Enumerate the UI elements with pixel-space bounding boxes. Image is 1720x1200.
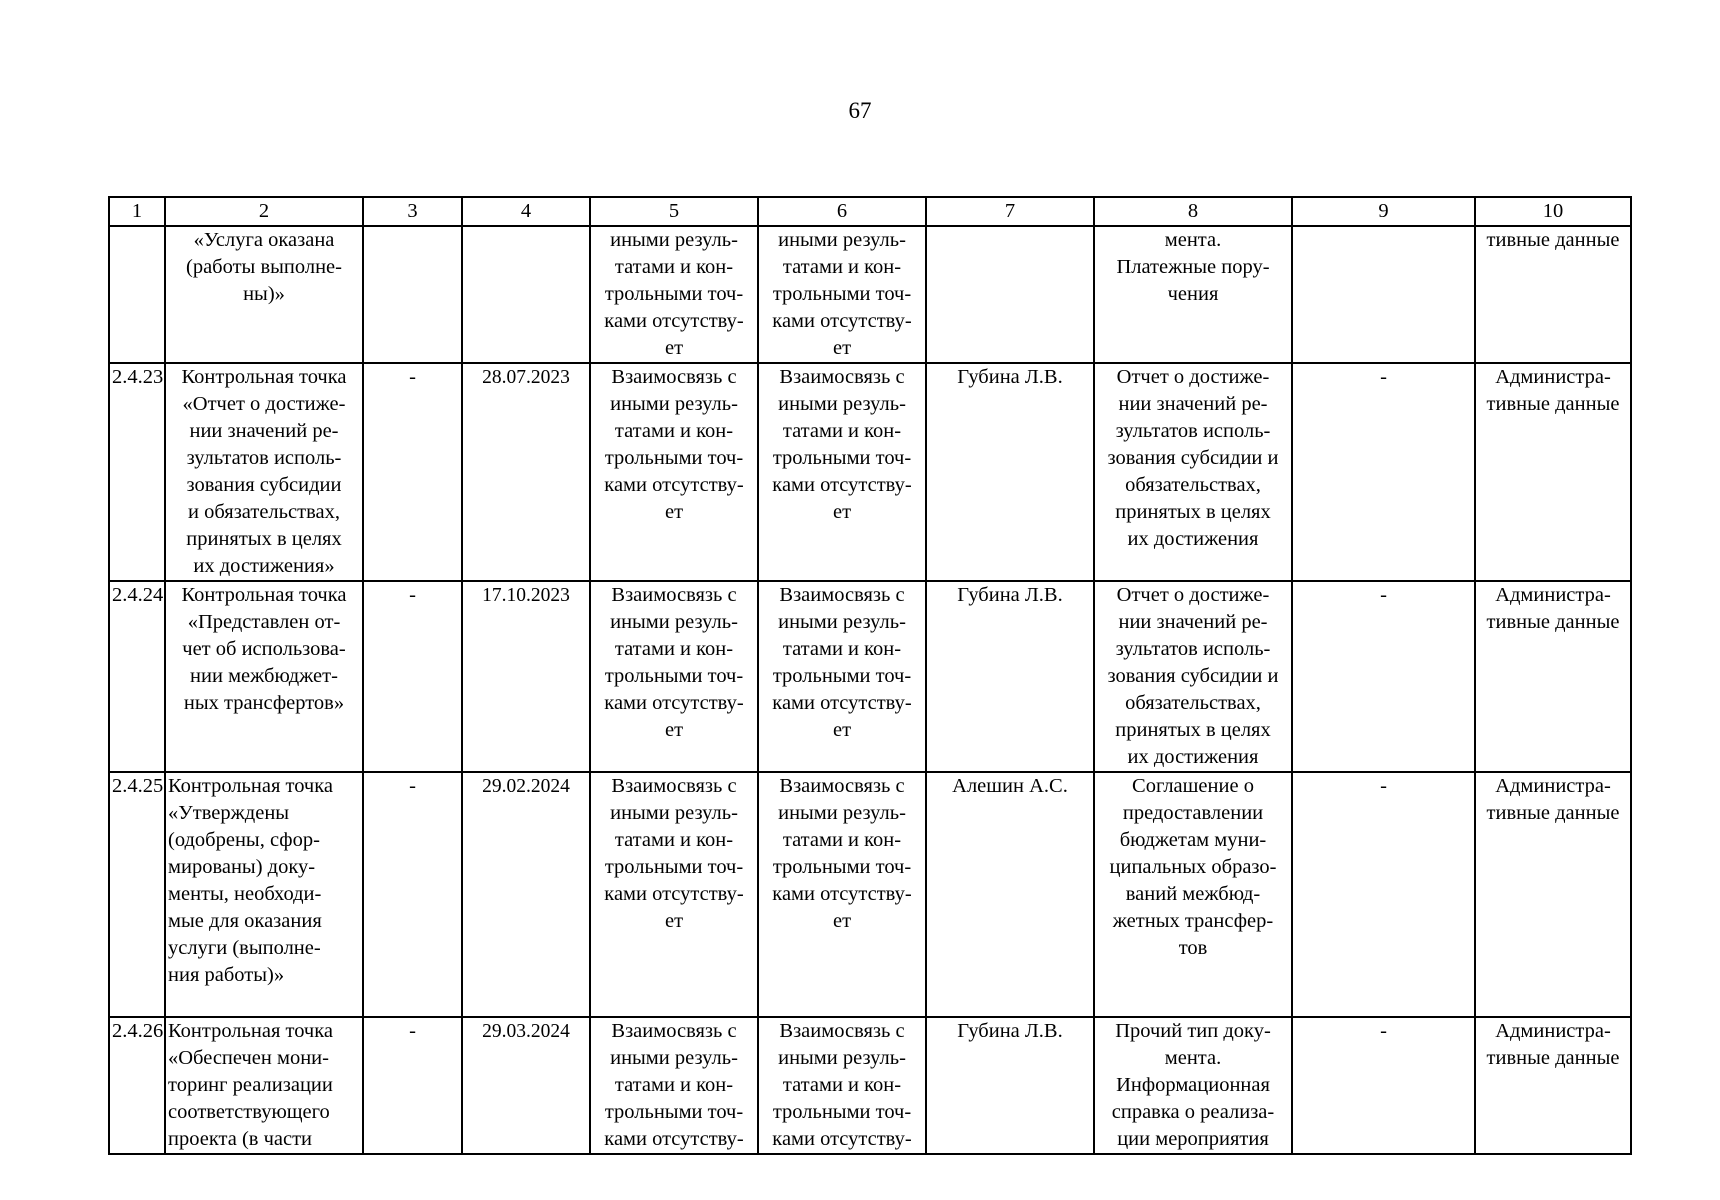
header-cell: 5 (590, 197, 758, 226)
header-cell: 1 (109, 197, 165, 226)
col6-value: Взаимосвязь с иными резуль- татами и кон- трольными точ- ками отсутству- ет (758, 363, 926, 581)
data-source: Администра- тивные данные (1475, 772, 1631, 1017)
col9-value: - (1292, 581, 1475, 772)
header-row (109, 197, 1631, 226)
page-number: 67 (848, 98, 872, 123)
col6-value: Взаимосвязь с иными резуль- татами и кон- трольными точ- ками отсутству- ет (758, 581, 926, 772)
document-type: Соглашение о предоставлении бюджетам муни- ципальных образо- ваний межбюд- жетных трансфер- тов (1094, 772, 1292, 1017)
col3-value: - (363, 772, 462, 1017)
document-type: Прочий тип доку- мента. Информационная справка о реализа- ции мероприятия (1094, 1017, 1292, 1154)
col9-value: - (1292, 1017, 1475, 1154)
col6-value: иными резуль- татами и кон- трольными точ- ками отсутству- ет (758, 226, 926, 363)
header-cell: 4 (462, 197, 590, 226)
col5-value: Взаимосвязь с иными резуль- татами и кон- трольными точ- ками отсутству- (590, 1017, 758, 1154)
row-number: 2.4.25 (109, 772, 165, 1017)
header-cell: 6 (758, 197, 926, 226)
col3-value: - (363, 363, 462, 581)
responsible-person: Губина Л.В. (926, 363, 1094, 581)
responsible-person: Губина Л.В. (926, 581, 1094, 772)
col3-value (363, 226, 462, 363)
control-point-name: Контрольная точка «Обеспечен мони- торинг реализации соответствующего проекта (в части (165, 1017, 363, 1154)
control-point-name: «Услуга оказана (работы выполне- ны)» (165, 226, 363, 363)
data-source: Администра- тивные данные (1475, 581, 1631, 772)
control-points-table (108, 196, 1632, 1155)
data-source: Администра- тивные данные (1475, 1017, 1631, 1154)
due-date (462, 226, 590, 363)
col5-value: иными резуль- татами и кон- трольными точ- ками отсутству- ет (590, 226, 758, 363)
due-date: 28.07.2023 (462, 363, 590, 581)
col6-value: Взаимосвязь с иными резуль- татами и кон- трольными точ- ками отсутству- (758, 1017, 926, 1154)
control-point-name: Контрольная точка «Отчет о достиже- нии значений ре- зультатов исполь- зования субсидии и обязательствах, принятых в целях их достижения» (165, 363, 363, 581)
table-row (109, 772, 1631, 1017)
col3-value: - (363, 1017, 462, 1154)
document-type: мента. Платежные пору- чения (1094, 226, 1292, 363)
header-cell: 10 (1475, 197, 1631, 226)
due-date: 17.10.2023 (462, 581, 590, 772)
document-type: Отчет о достиже- нии значений ре- зультатов исполь- зования субсидии и обязательствах, принятых в целях их достижения (1094, 581, 1292, 772)
table-row (109, 363, 1631, 581)
col5-value: Взаимосвязь с иными резуль- татами и кон- трольными точ- ками отсутству- ет (590, 772, 758, 1017)
col5-value: Взаимосвязь с иными резуль- татами и кон- трольными точ- ками отсутству- ет (590, 581, 758, 772)
control-point-name: Контрольная точка «Представлен от- чет об использова- нии межбюджет- ных трансфертов» (165, 581, 363, 772)
row-number: 2.4.23 (109, 363, 165, 581)
col9-value: - (1292, 363, 1475, 581)
col3-value: - (363, 581, 462, 772)
table-row (109, 581, 1631, 772)
header-cell: 3 (363, 197, 462, 226)
col9-value (1292, 226, 1475, 363)
responsible-person: Алешин А.С. (926, 772, 1094, 1017)
row-number: 2.4.24 (109, 581, 165, 772)
table-row (109, 1017, 1631, 1154)
responsible-person: Губина Л.В. (926, 1017, 1094, 1154)
document-type: Отчет о достиже- нии значений ре- зультатов исполь- зования субсидии и обязательствах, принятых в целях их достижения (1094, 363, 1292, 581)
col6-value: Взаимосвязь с иными резуль- татами и кон- трольными точ- ками отсутству- ет (758, 772, 926, 1017)
header-cell: 9 (1292, 197, 1475, 226)
table-row (109, 226, 1631, 363)
due-date: 29.02.2024 (462, 772, 590, 1017)
col5-value: Взаимосвязь с иными резуль- татами и кон- трольными точ- ками отсутству- ет (590, 363, 758, 581)
control-point-name: Контрольная точка «Утверждены (одобрены, сфор- мированы) доку- менты, необходи- мые для оказания услуги (выполне- ния работы)» (165, 772, 363, 1017)
responsible-person (926, 226, 1094, 363)
data-source: тивные данные (1475, 226, 1631, 363)
row-number (109, 226, 165, 363)
header-cell: 7 (926, 197, 1094, 226)
col9-value: - (1292, 772, 1475, 1017)
header-cell: 2 (165, 197, 363, 226)
row-number: 2.4.26 (109, 1017, 165, 1154)
due-date: 29.03.2024 (462, 1017, 590, 1154)
header-cell: 8 (1094, 197, 1292, 226)
data-source: Администра- тивные данные (1475, 363, 1631, 581)
